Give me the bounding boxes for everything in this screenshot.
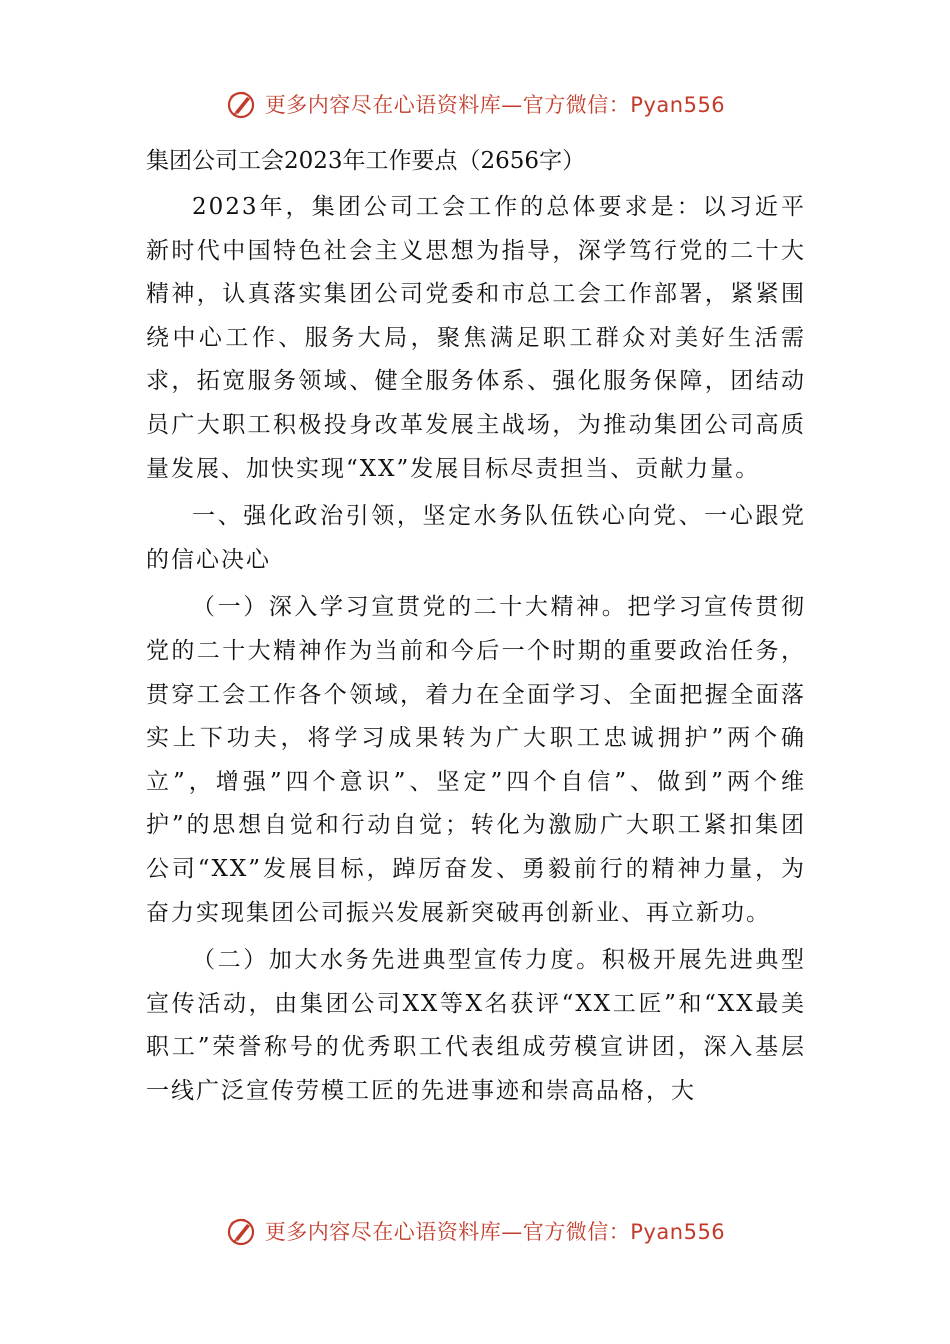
pen-logo-icon — [225, 88, 257, 120]
watermark-header — [0, 84, 950, 124]
paragraph-item-1: （一）深入学习宣贯党的二十大精神。把学习宣传贯彻党的二十大精神作为当前和今后一个时期的重要政治任务，贯穿工会工作各个领域，着力在全面学习、全面把握全面落实上下功夫，将学习成果转为广大职工忠诚拥护”两个确立”，增强”四个意识”、坚定”四个自信”、做到”两个维护”的思想自觉和行动自觉；转化为激励广大职工紧扣集团公司“XX”发展目标，踔厉奋发、勇毅前行的精神力量，为奋力实现集团公司振兴发展新突破再创新业、再立新功。 — [146, 594, 806, 926]
paragraph-section-heading-1: 一、强化政治引领，坚定水务队伍铁心向党、一心跟党的信心决心 — [146, 503, 806, 573]
watermark-text: 更多内容尽在心语资料库—官方微信：Pyan556 — [264, 93, 726, 117]
document-title: 集团公司工会2023年工作要点（2656字） — [146, 148, 586, 174]
paragraph-overview: 2023年，集团公司工会工作的总体要求是：以习近平新时代中国特色社会主义思想为指导，深学笃行党的二十大精神，认真落实集团公司党委和市总工会工作部署，紧紧围绕中心工作、服务大局，聚焦满足职工群众对美好生活需求，拓宽服务领域、健全服务体系、强化服务保障，团结动员广大职工积极投身改革发展主战场，为推动集团公司高质量发展、加快实现“XX”发展目标尽责担当、贡献力量。 — [146, 194, 806, 482]
watermark-text: 更多内容尽在心语资料库—官方微信：Pyan556 — [264, 1220, 726, 1244]
watermark-footer — [0, 1211, 950, 1251]
pen-logo-icon — [225, 1215, 257, 1247]
paragraph-item-2: （二）加大水务先进典型宣传力度。积极开展先进典型宣传活动，由集团公司XX等X名获评“XX工匠”和“XX最美职工”荣誉称号的优秀职工代表组成劳模宣讲团，深入基层一线广泛宣传劳模工匠的先进事迹和崇高品格，大 — [146, 947, 806, 1104]
document-body — [146, 142, 806, 1117]
